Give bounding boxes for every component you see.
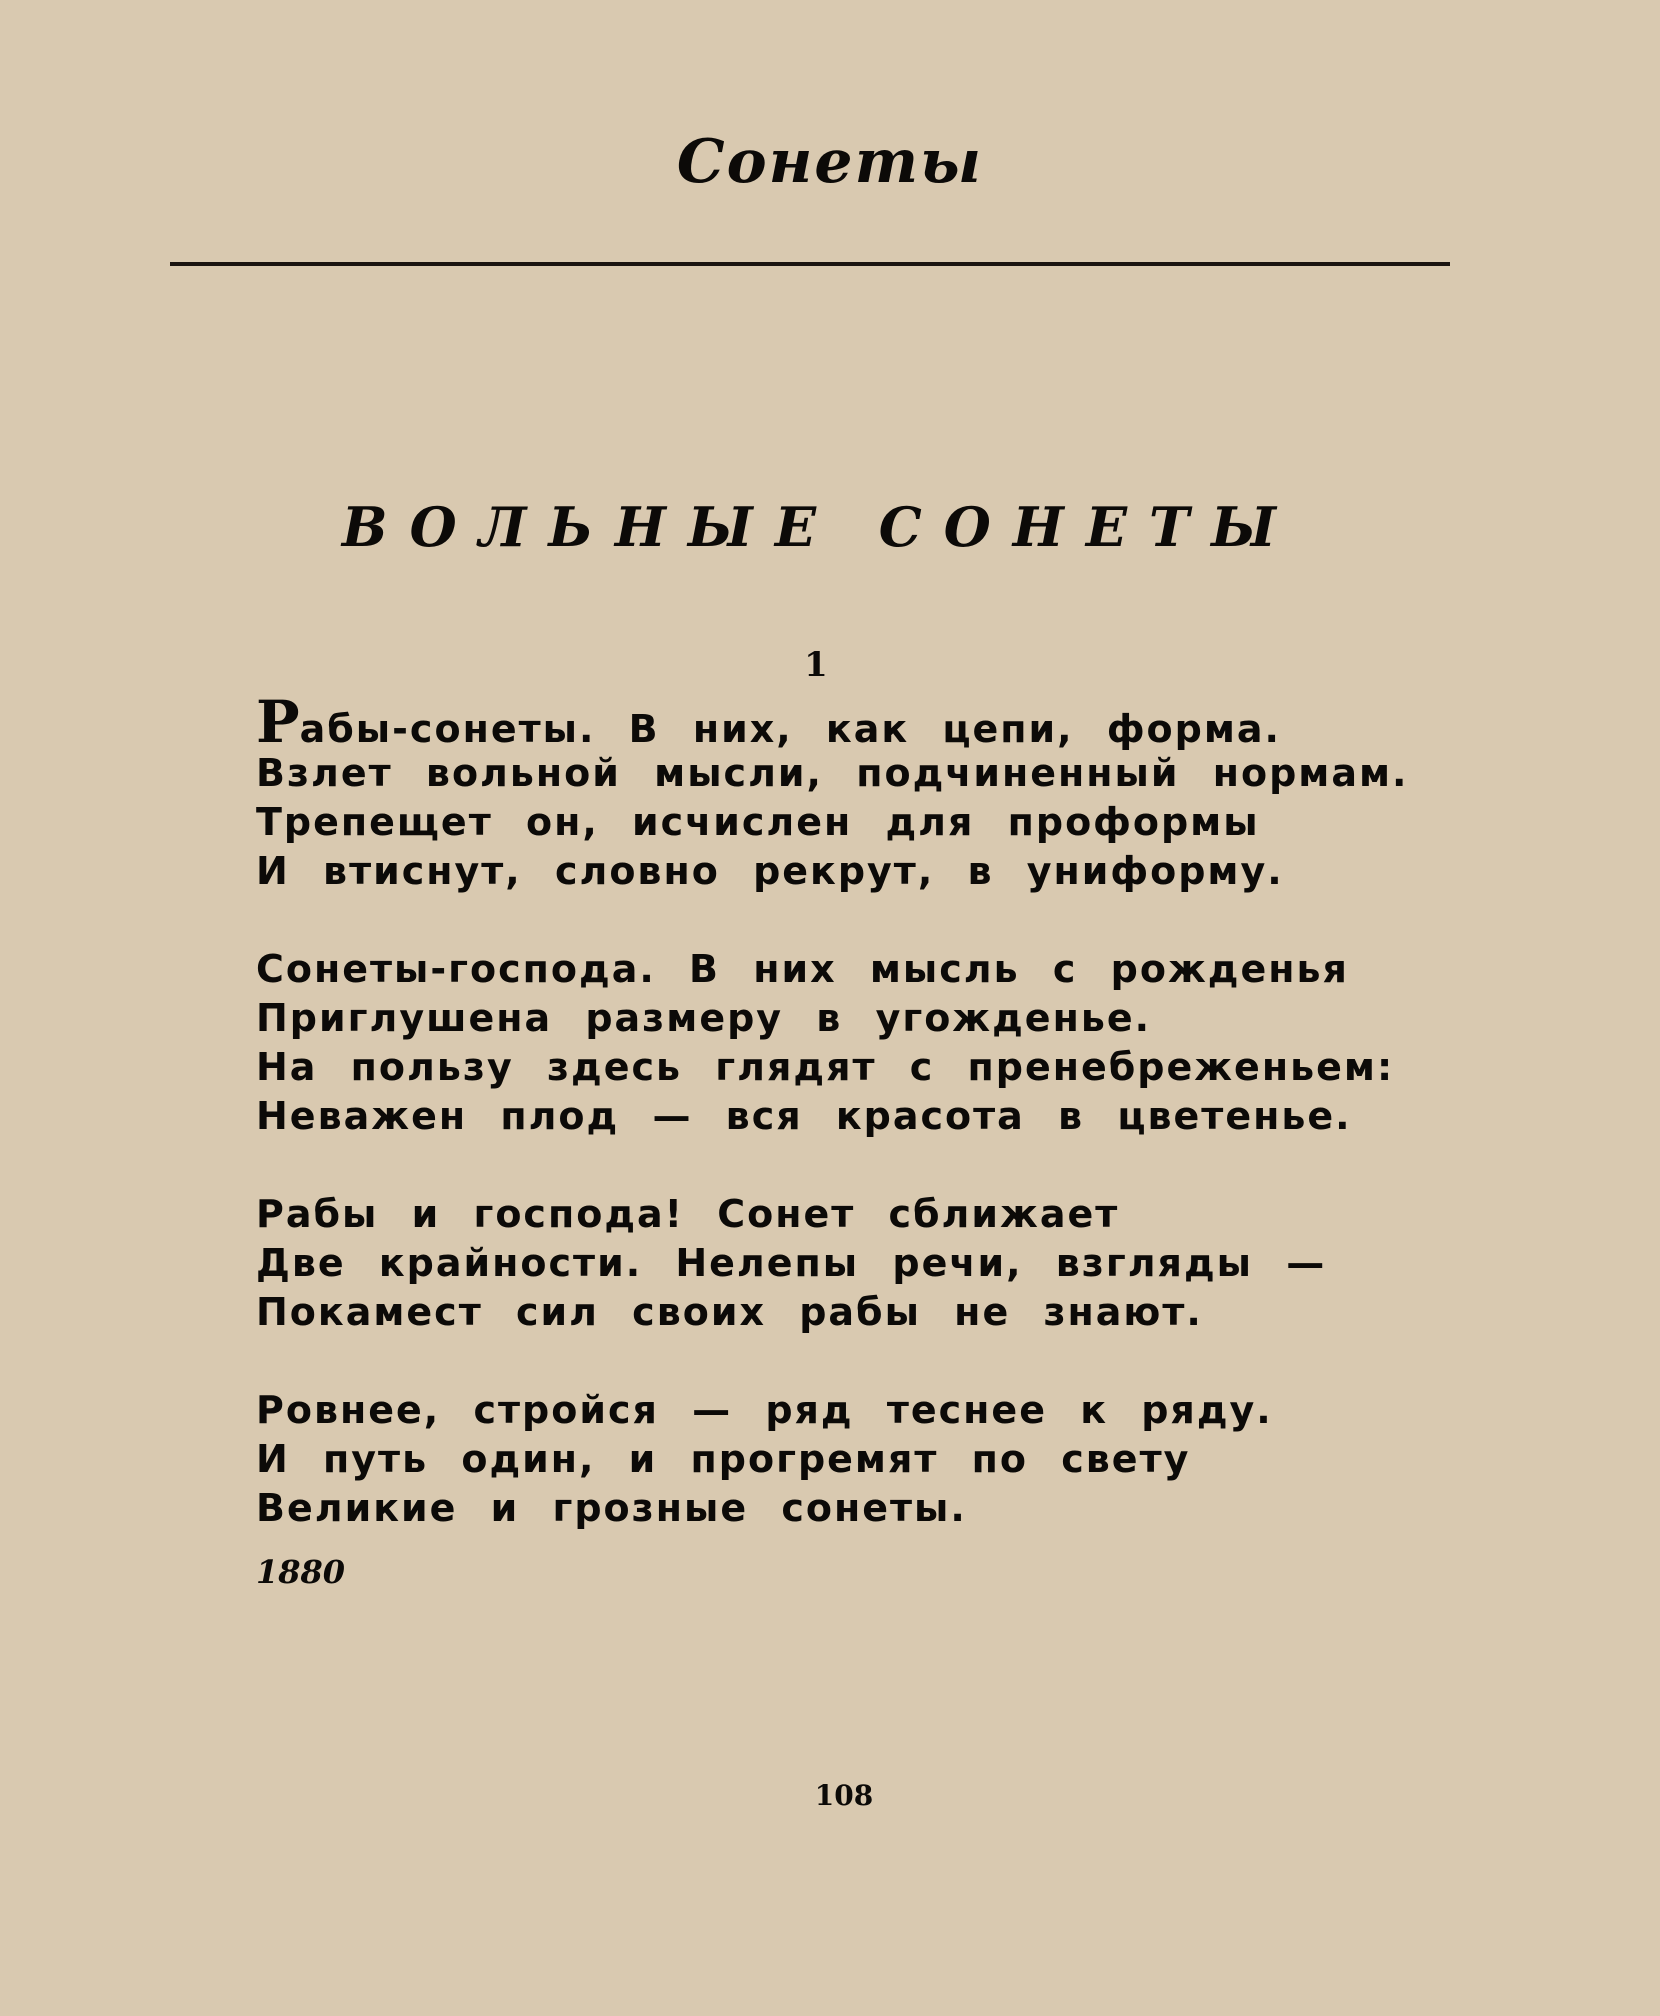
poem-line: Приглушена размеру в угожденье. xyxy=(256,996,1152,1040)
stanza-2 xyxy=(256,945,1456,1141)
poem-body xyxy=(256,688,1456,1582)
poem-line: И втиснут, словно рекрут, в униформу. xyxy=(256,849,1284,893)
stanza-1 xyxy=(256,688,1456,896)
poem-line: Неважен плод — вся красота в цветенье. xyxy=(256,1094,1352,1138)
stanza-3 xyxy=(256,1190,1456,1337)
poem-line: Покамест сил своих рабы не знают. xyxy=(256,1290,1203,1334)
poem-line: На пользу здесь глядят с пренебреженьем: xyxy=(256,1045,1395,1089)
poem-line: Две крайности. Нелепы речи, взгляды — xyxy=(256,1241,1327,1285)
poem-line: Ровнее, стройся — ряд теснее к ряду. xyxy=(256,1388,1273,1432)
poem-line: Рабы и господа! Сонет сближает xyxy=(256,1192,1120,1236)
poem-number: 1 xyxy=(804,645,828,685)
drop-cap: Р xyxy=(256,688,300,756)
page-number: 108 xyxy=(814,1779,874,1812)
poem-date: 1880 xyxy=(256,1553,346,1591)
poem-line: Взлет вольной мысли, подчиненный нормам. xyxy=(256,751,1409,795)
poem-line: И путь один, и прогремят по свету xyxy=(256,1437,1191,1481)
stanza-4 xyxy=(256,1386,1456,1533)
first-line-text: абы-сонеты. В них, как цепи, форма. xyxy=(299,707,1281,751)
poem-line: Трепещет он, исчислен для проформы xyxy=(256,800,1260,844)
cycle-title: ВОЛЬНЫЕ СОНЕТЫ xyxy=(341,495,1299,559)
poem-line xyxy=(256,688,1456,756)
header-divider xyxy=(170,262,1450,266)
poem-line: Великие и грозные сонеты. xyxy=(256,1486,967,1530)
poem-line: Сонеты-господа. В них мысль с рожденья xyxy=(256,947,1349,991)
running-header-title: Сонеты xyxy=(676,127,984,197)
